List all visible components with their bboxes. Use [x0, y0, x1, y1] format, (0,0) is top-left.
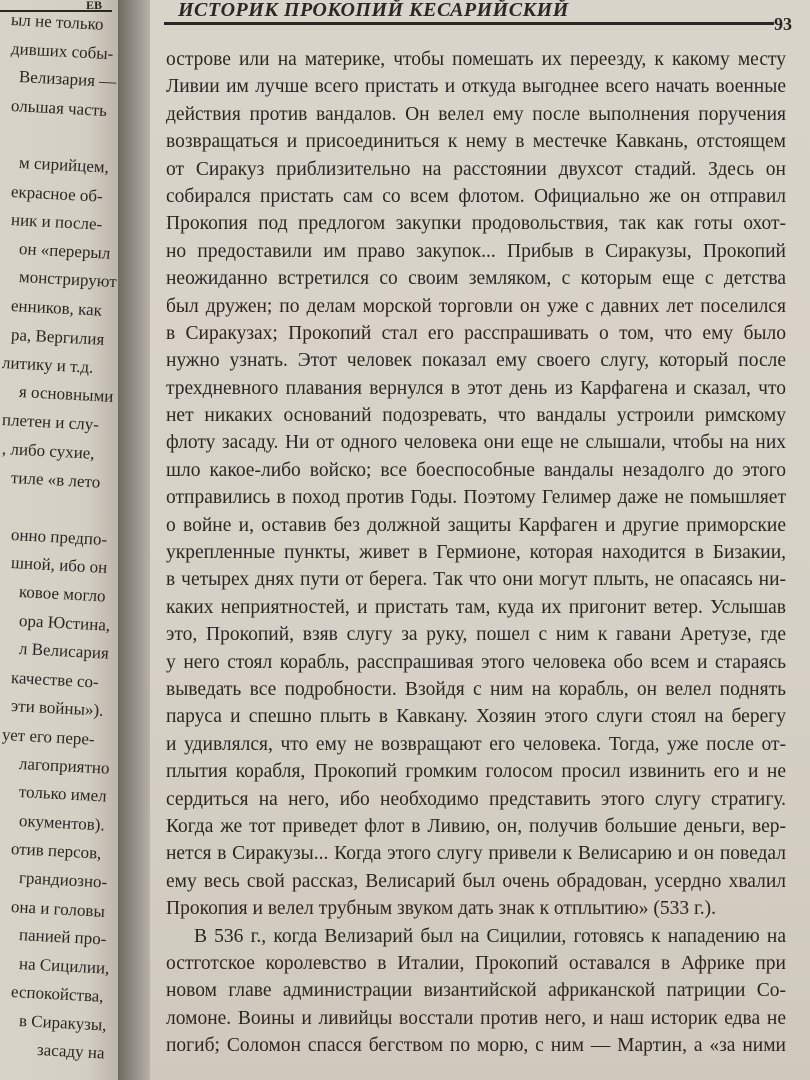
- left-page-line: ра, Вергилия: [10, 324, 105, 349]
- text-line: это, Прокопий, взяв слугу за руку, пошел с ним к гавани Аретузе, где: [166, 624, 786, 646]
- left-page-line: ник и после-: [10, 210, 103, 234]
- text-line: действия против вандалов. Он велел ему после выполнения поручения: [166, 103, 786, 125]
- text-line: нужно узнать. Этот человек показал ему своего слугу, который после: [166, 350, 786, 372]
- text-line: Прокопия и велел трубным звуком дать знак к отплытию» (533 г.).: [166, 898, 717, 920]
- running-header-title: ИСТОРИК ПРОКОПИЙ КЕСАРИЙСКИЙ: [178, 0, 569, 21]
- left-page-line: в Сиракузы,: [18, 1011, 108, 1035]
- left-page-line: засаду на: [36, 1039, 105, 1063]
- text-line: Когда же тот приведет флот в Ливию, он, получив большие деньги, вер-: [166, 815, 786, 837]
- left-page-line: екрасное об-: [10, 181, 104, 206]
- left-page-line: он «перерыл: [18, 238, 112, 263]
- left-page-line: ора Юстина,: [18, 610, 112, 635]
- text-line: паруса и спешно плыть в Кавкану. Хозяин этого слуги стоял на берегу: [166, 706, 786, 728]
- left-page-line: литику и т.д.: [1, 353, 95, 377]
- text-line: ему весь свой рассказ, Велисарий был очень обрадован, усердно хвалил: [166, 870, 786, 892]
- left-page-line: окументов).: [18, 810, 106, 835]
- text-line: нется в Сиракузы... Когда этого слугу привели к Велисарию и он поведал: [166, 843, 786, 865]
- left-page-line: отив персов,: [10, 839, 102, 864]
- left-page-line: грандиозно-: [18, 868, 109, 892]
- left-page-line: м сирийцем,: [18, 153, 110, 177]
- text-line: от Сиракуз приблизительно на расстоянии двухсот стадий. Здесь он: [166, 158, 786, 180]
- text-line: сердиться на него, ибо необходимо представить этого слугу стратигу.: [166, 788, 786, 810]
- page-number: 93: [774, 14, 792, 34]
- text-line: ломоне. Воины и ливийцы восстали против него, и наш историк едва не: [166, 1007, 786, 1029]
- left-page-line: ыл не только: [10, 10, 104, 34]
- text-line: в Сиракузах; Прокопий стал его расспрашивать о том, что ему было: [166, 322, 786, 344]
- text-line: в четырех днях пути от берега. Так что они могут плыть, не опасаясь ни-: [166, 569, 786, 591]
- left-page-line: эти войны»).: [10, 696, 104, 721]
- left-facing-page: [0, 0, 122, 1080]
- left-page-line: ковое могло: [18, 582, 107, 606]
- right-page: [150, 0, 810, 1080]
- text-line: В 536 г., когда Велизарий был на Сицилии, готовясь к нападению на: [194, 925, 786, 947]
- text-line: шло какое-либо войско; все боеспособные вандалы незадолго до этого: [166, 459, 786, 481]
- text-line: и удивлялся, что ему не возвращают его человека. Тогда, уже после от-: [166, 733, 786, 755]
- left-page-line: л Велисария: [18, 639, 110, 663]
- left-page-line: енников, как: [10, 296, 103, 320]
- text-line: каких неприятностей, и пристать там, куда их пригонит ветер. Услышав: [166, 596, 786, 618]
- text-line: трехдневного плавания вернулся в этот день из Карфагена и сказал, что: [166, 377, 786, 399]
- left-page-line: Велизария —: [18, 67, 118, 92]
- text-line: неожиданно встретился со своим земляком, с которым еще с детства: [166, 268, 786, 290]
- left-page-line: панией про-: [18, 925, 108, 949]
- text-line: Прокопия под предлогом закупки продовольствия, так как готы охот-: [166, 213, 786, 235]
- left-page-line: шной, ибо он: [10, 553, 108, 578]
- left-page-line: она и головы: [10, 896, 106, 921]
- text-line: возвращаться и присоединиться к нему в местечке Кавкань, отстоящем: [166, 131, 786, 153]
- left-page-line: только имел: [18, 782, 108, 806]
- text-line: Ливии им лучше всего пристать и откуда выгоднее всего начать военные: [166, 76, 786, 98]
- text-line: острове или на материке, чтобы помешать их переезду, к какому месту: [166, 49, 786, 70]
- left-page-header: ЕВ: [0, 0, 112, 12]
- text-line: остготское королевство в Италии, Прокопий оставался в Африке при: [166, 952, 786, 974]
- text-line: плытия корабля, Прокопий громким голосом просил извинить его и не: [166, 761, 786, 783]
- left-page-line: еспокойства,: [10, 982, 104, 1007]
- text-line: был дружен; по делам морской торговли он уже с давних лет поселился: [166, 295, 786, 317]
- left-page-line: монстрируют: [18, 267, 118, 292]
- running-header: [164, 0, 804, 36]
- left-page-line: тиле «в лето: [10, 467, 101, 492]
- text-line: флоту засаду. Ни от одного человека они еще не слышали, чтобы на них: [166, 432, 786, 454]
- text-line: погиб; Соломон спасся бегством по морю, с ним — Мартин, а «за ними: [166, 1035, 786, 1057]
- text-line: новом главе администрации византийской африканской патриции Со-: [166, 980, 786, 1002]
- text-line: но предоставили им право закупок... Прибыв в Сиракузы, Прокопий: [166, 240, 786, 262]
- left-page-line: я основными: [18, 381, 115, 406]
- left-page-line: ует его пере-: [1, 725, 96, 749]
- left-page-line: плетен и слу-: [1, 410, 100, 435]
- text-line: о войне и, оставив без должной защиты Карфаген и другие приморские: [166, 514, 786, 536]
- left-page-line: дивших собы-: [10, 38, 114, 63]
- text-line: укрепленные пункты, живет в Гермионе, которая находится в Бизакии,: [166, 542, 786, 564]
- left-page-line: онно предпо-: [10, 524, 108, 549]
- left-page-line: качестве со-: [10, 667, 99, 692]
- header-rule: [164, 22, 774, 25]
- text-line: у него стоял корабль, расспрашивая этого человека обо всем и стараясь: [166, 651, 786, 673]
- left-page-line: лагоприятно: [18, 753, 111, 778]
- body-text: [166, 46, 786, 1059]
- left-page-line: ольшая часть: [10, 95, 108, 120]
- text-line: отправились в поход против Годы. Поэтому Гелимер даже не помышляет: [166, 487, 786, 509]
- text-line: выведать все подробности. Взойдя с ним на корабль, он велел поднять: [166, 678, 786, 700]
- text-line: нет никаких оснований подозревать, что вандалы устроили римскому: [166, 405, 786, 427]
- left-page-line: на Сицилии,: [18, 953, 111, 978]
- left-page-line: , либо сухие,: [1, 439, 96, 463]
- text-line: собирался пристать сам со всем флотом. Официально же он отправил: [166, 185, 786, 207]
